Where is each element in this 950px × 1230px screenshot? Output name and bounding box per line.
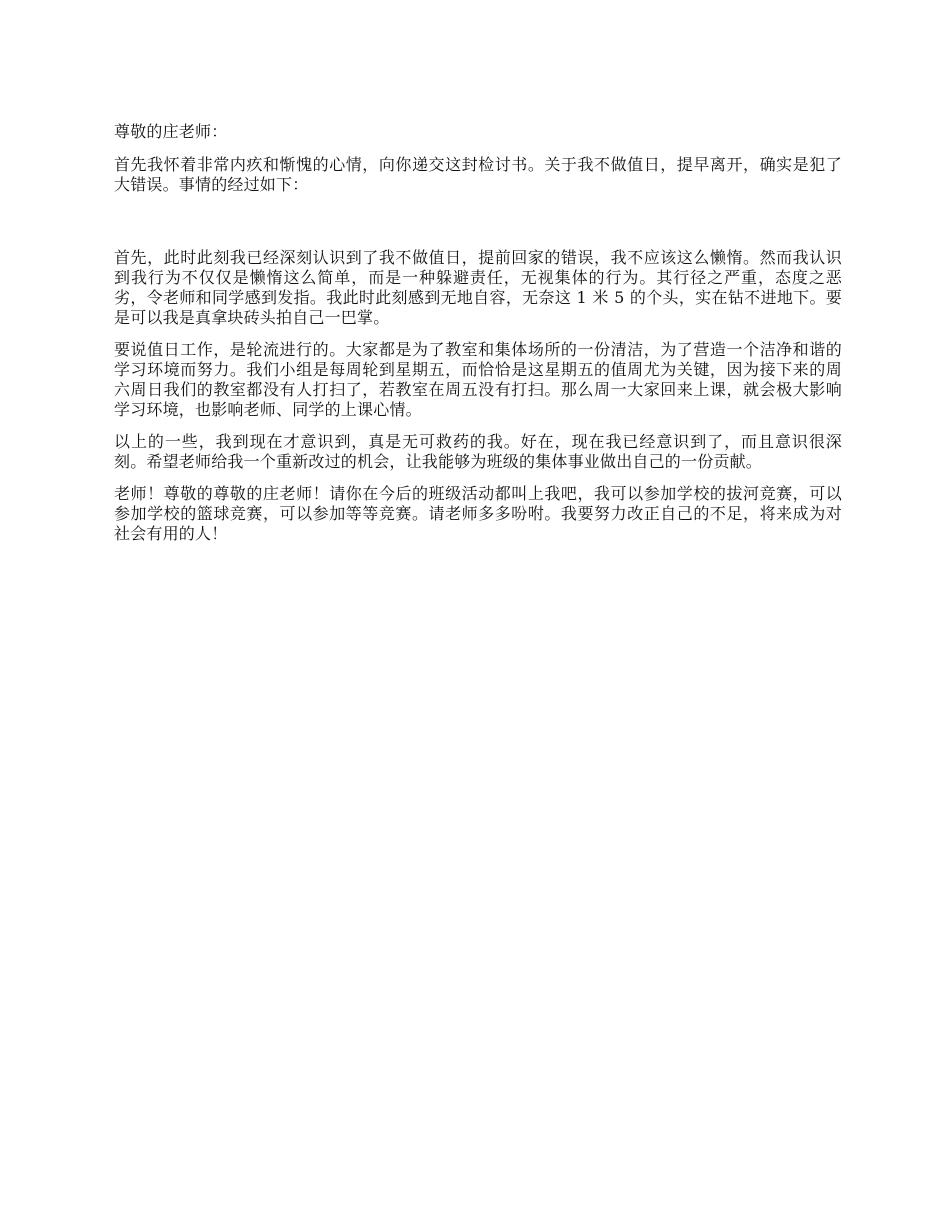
salutation: 尊敬的庄老师： xyxy=(114,122,228,141)
paragraph-duty-explanation: 要说值日工作，是轮流进行的。大家都是为了教室和集体场所的一份清洁，为了营造一个洁净和谐的学习环境而努力。我们小组是每周轮到星期五，而恰恰是这星期五的值周尤为关键，因为接下来的周六周日我们的教室都没有人打扫了，若教室在周五没有打扫。那么周一大家回来上课，就会极大影响学习环境，也影响老师、同学的上课心情。 xyxy=(114,340,842,419)
paragraph-request: 以上的一些，我到现在才意识到，真是无可救药的我。好在，现在我已经意识到了，而且意识很深刻。希望老师给我一个重新改过的机会，让我能够为班级的集体事业做出自己的一份贡献。 xyxy=(114,432,842,471)
paragraph-intro: 首先我怀着非常内疚和惭愧的心情，向你递交这封检讨书。关于我不做值日，提早离开，确实是犯了大错误。事情的经过如下： xyxy=(114,155,842,194)
paragraph-realization: 首先，此时此刻我已经深刻认识到了我不做值日，提前回家的错误，我不应该这么懒惰。然而我认识到我行为不仅仅是懒惰这么简单，而是一种躲避责任，无视集体的行为。其行径之严重，态度之恶劣，令老师和同学感到发指。我此时此刻感到无地自容，无奈这 1 米 5 的个头，实在钻不进地下。要是可以我是真拿块砖头拍自己一巴掌。 xyxy=(114,248,842,327)
document-page xyxy=(114,122,842,544)
paragraph-closing: 老师！尊敬的尊敬的庄老师！请你在今后的班级活动都叫上我吧，我可以参加学校的拔河竞赛，可以参加学校的篮球竞赛，可以参加等等竞赛。请老师多多吩咐。我要努力改正自己的不足，将来成为对社会有用的人！ xyxy=(114,484,842,543)
